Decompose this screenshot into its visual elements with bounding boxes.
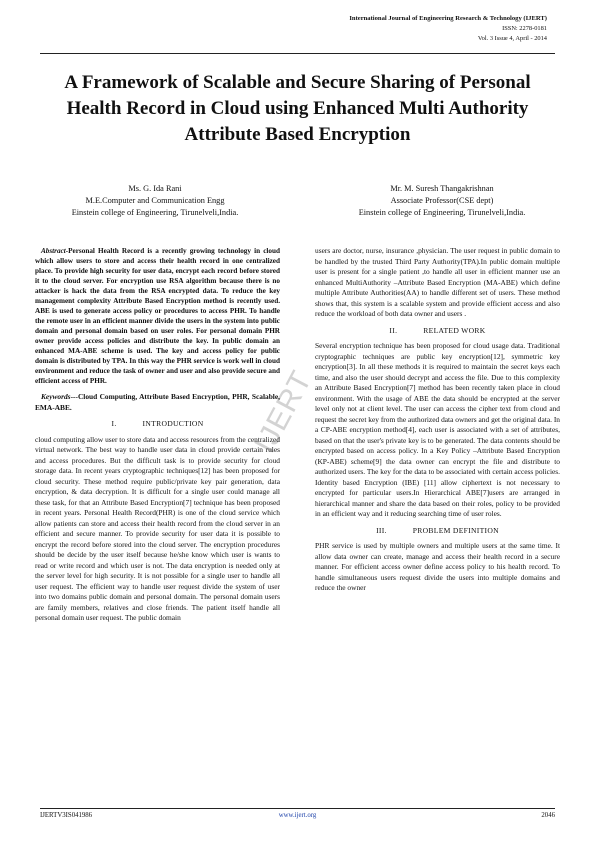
- keywords-text: Cloud Computing, Attribute Based Encryption, PHR, Scalable, EMA-ABE.: [35, 392, 280, 412]
- author-dept: Associate Professor(CSE dept): [390, 196, 494, 205]
- problem-definition-paragraph: PHR service is used by multiple owners and multiple users at the same time. It allow data owner can create, manage and access their health record in a secure manner. For efficient access owner define access policy to his health record. To handle simultaneous users request divide the users into multiple domains and reduce the owner: [315, 541, 560, 592]
- abstract-label: Abstract-: [41, 247, 69, 255]
- author-name: Mr. M. Suresh Thangakrishnan: [390, 184, 494, 193]
- author-affiliation: Einstein college of Engineering, Tirunelveli,India.: [358, 208, 526, 217]
- volume-issue: Vol. 3 Issue 4, April - 2014: [477, 35, 547, 42]
- section-number: II.: [389, 325, 398, 335]
- intro-continued-paragraph: users are doctor, nurse, insurance ,physician. The user request in public domain to be handled by the trusted Third Party Authority(TPA).In public domain multiple user is present for a single patient ,to handle all user in efficient manner use an enhanced MultiAuthority –Attribute Based Encryption (MA-ABE) which define multiple Attribute Authorities(AA) to handle different set of users. These method shows that, this system is a scalable system and provide efficient access and also reduce the workload of both data owner and users .: [315, 246, 560, 318]
- section-heading-problem-definition: [315, 526, 560, 537]
- footer-divider: [40, 808, 555, 809]
- keywords: [35, 392, 280, 413]
- left-column: [35, 246, 280, 626]
- author-block-1: [40, 183, 270, 219]
- journal-name: International Journal of Engineering Research & Technology (IJERT): [349, 15, 547, 22]
- related-work-paragraph: Several encryption technique has been proposed for cloud usage data. Traditional cryptographic techniques are public key encryption[12], symmetric key encryption[3]. In all these methods it is required to maintain the secret keys each time, and also the user should decrypt and access the file. Due to this complexity an Attribute Based Encryption[7] method has been recently taken place in cloud environment. With the usage of ABE the data should be encrypted at the server level only not at client level. The user can access the cipher text from cloud and request the secret key from the authorized data owners and get the original data. In a CP-ABE encryption method[4], each user is associated with a set of attributes, based on that the user's private key is to be generated. The data contents should be encrypted based on access policy. In a Key Policy –Attribute Based Encryption (KP-ABE) scheme[9] the data owner can encrypt the file and distribute to authorized users. The key for the data to be associated with certain access policies. Identity based Encryption (IBE) [11] allow ciphertext is not necessary to encrypted for particular users.In Hierarchical ABE[7]users are arranged in hierarchical manner and share the data based on their roles, policy to be provided in an efficient way and it reducing searching time of user roles.: [315, 341, 560, 518]
- journal-website-link[interactable]: www.ijert.org: [278, 812, 317, 819]
- abstract-text: Personal Health Record is a recently growing technology in cloud which allow users to store and access their health record in one centralized place. To provide high security for user data, encrypt each record before stored it to the cloud server. For encryption use RSA algorithm because there is no attacker is hack the data from the RSA encrypted data. To reduce the key management complexity Attribute Based Encryption method is recently used. ABE is used to generate access policy or procedures to access PHR. To handle the remote user in an efficient manner divide the users in the system into public domain and personal domain based on user roles. For personal domain PHR owner provide access policies and distribute the key. In public domain an enhanced MA-ABE scheme is used. The key and access policy for public domain is distributed by TPA. In this way the PHR service is work well in cloud environment and reduce the task of owner and user and also provide secure and efficient access of PHR.: [35, 247, 280, 385]
- paper-title: A Framework of Scalable and Secure Sharing of Personal Health Record in Cloud using Enhanced Multi Authority Attribute Based Encryption: [64, 72, 531, 145]
- page-number: 2046: [541, 812, 555, 819]
- keywords-label: Keywords---: [41, 392, 78, 401]
- author-name: Ms. G. Ida Rani: [128, 184, 182, 193]
- section-heading-related-work: [315, 326, 560, 337]
- section-number: I.: [111, 419, 117, 428]
- issn: ISSN: 2278-0181: [502, 25, 547, 32]
- section-number: III.: [376, 525, 387, 535]
- author-affiliation: Einstein college of Engineering, Tirunelveli,India.: [71, 208, 239, 217]
- header-divider: [40, 53, 555, 54]
- section-title: PROBLEM DEFINITION: [412, 525, 499, 535]
- watermark: IJERT: [248, 365, 319, 459]
- author-block-2: [327, 183, 557, 219]
- abstract: [35, 246, 280, 386]
- section-title: INTRODUCTION: [142, 419, 204, 428]
- intro-paragraph: cloud computing allow user to store data and access resources from the centralized virtual network. The best way to handle user data in cloud provide certain rules and access procedures. But the difficult task is to provide security for cloud storage data. In recent years cryptographic techniques[12] has been proposed for cloud security. These method require public/private key pair generation, data encryption, & data decryption. It is difficult for a single user could manage all these task, for that an Attribute Based Encryption[7] technique has been proposed in recent years. Personal Health Record(PHR) is one of the cloud service which allow patients can store and access their health record from the cloud server in an efficient and secure manner. To provide security for user data it is possible to encrypt the record before stored into the cloud server. The encryption procedures should be decide by the user itself because he/she know which user is wants to read or write record and which user is not. The data encryption is needed only at the server level for high security. It is not possible for a single user to handle all user request. The efficient way to handle user request divide the system of user into two domains public domain and personal domain. The personal domain users are family members, relatives and close friends. The patient itself handle all personal domain user request. The public domain: [35, 434, 280, 622]
- paper-id: IJERTV3IS041986: [40, 812, 93, 819]
- journal-header: [349, 14, 547, 44]
- section-heading-introduction: [35, 419, 280, 430]
- section-title: RELATED WORK: [423, 325, 486, 335]
- author-dept: M.E.Computer and Communication Engg: [85, 196, 225, 205]
- right-column: [315, 246, 560, 596]
